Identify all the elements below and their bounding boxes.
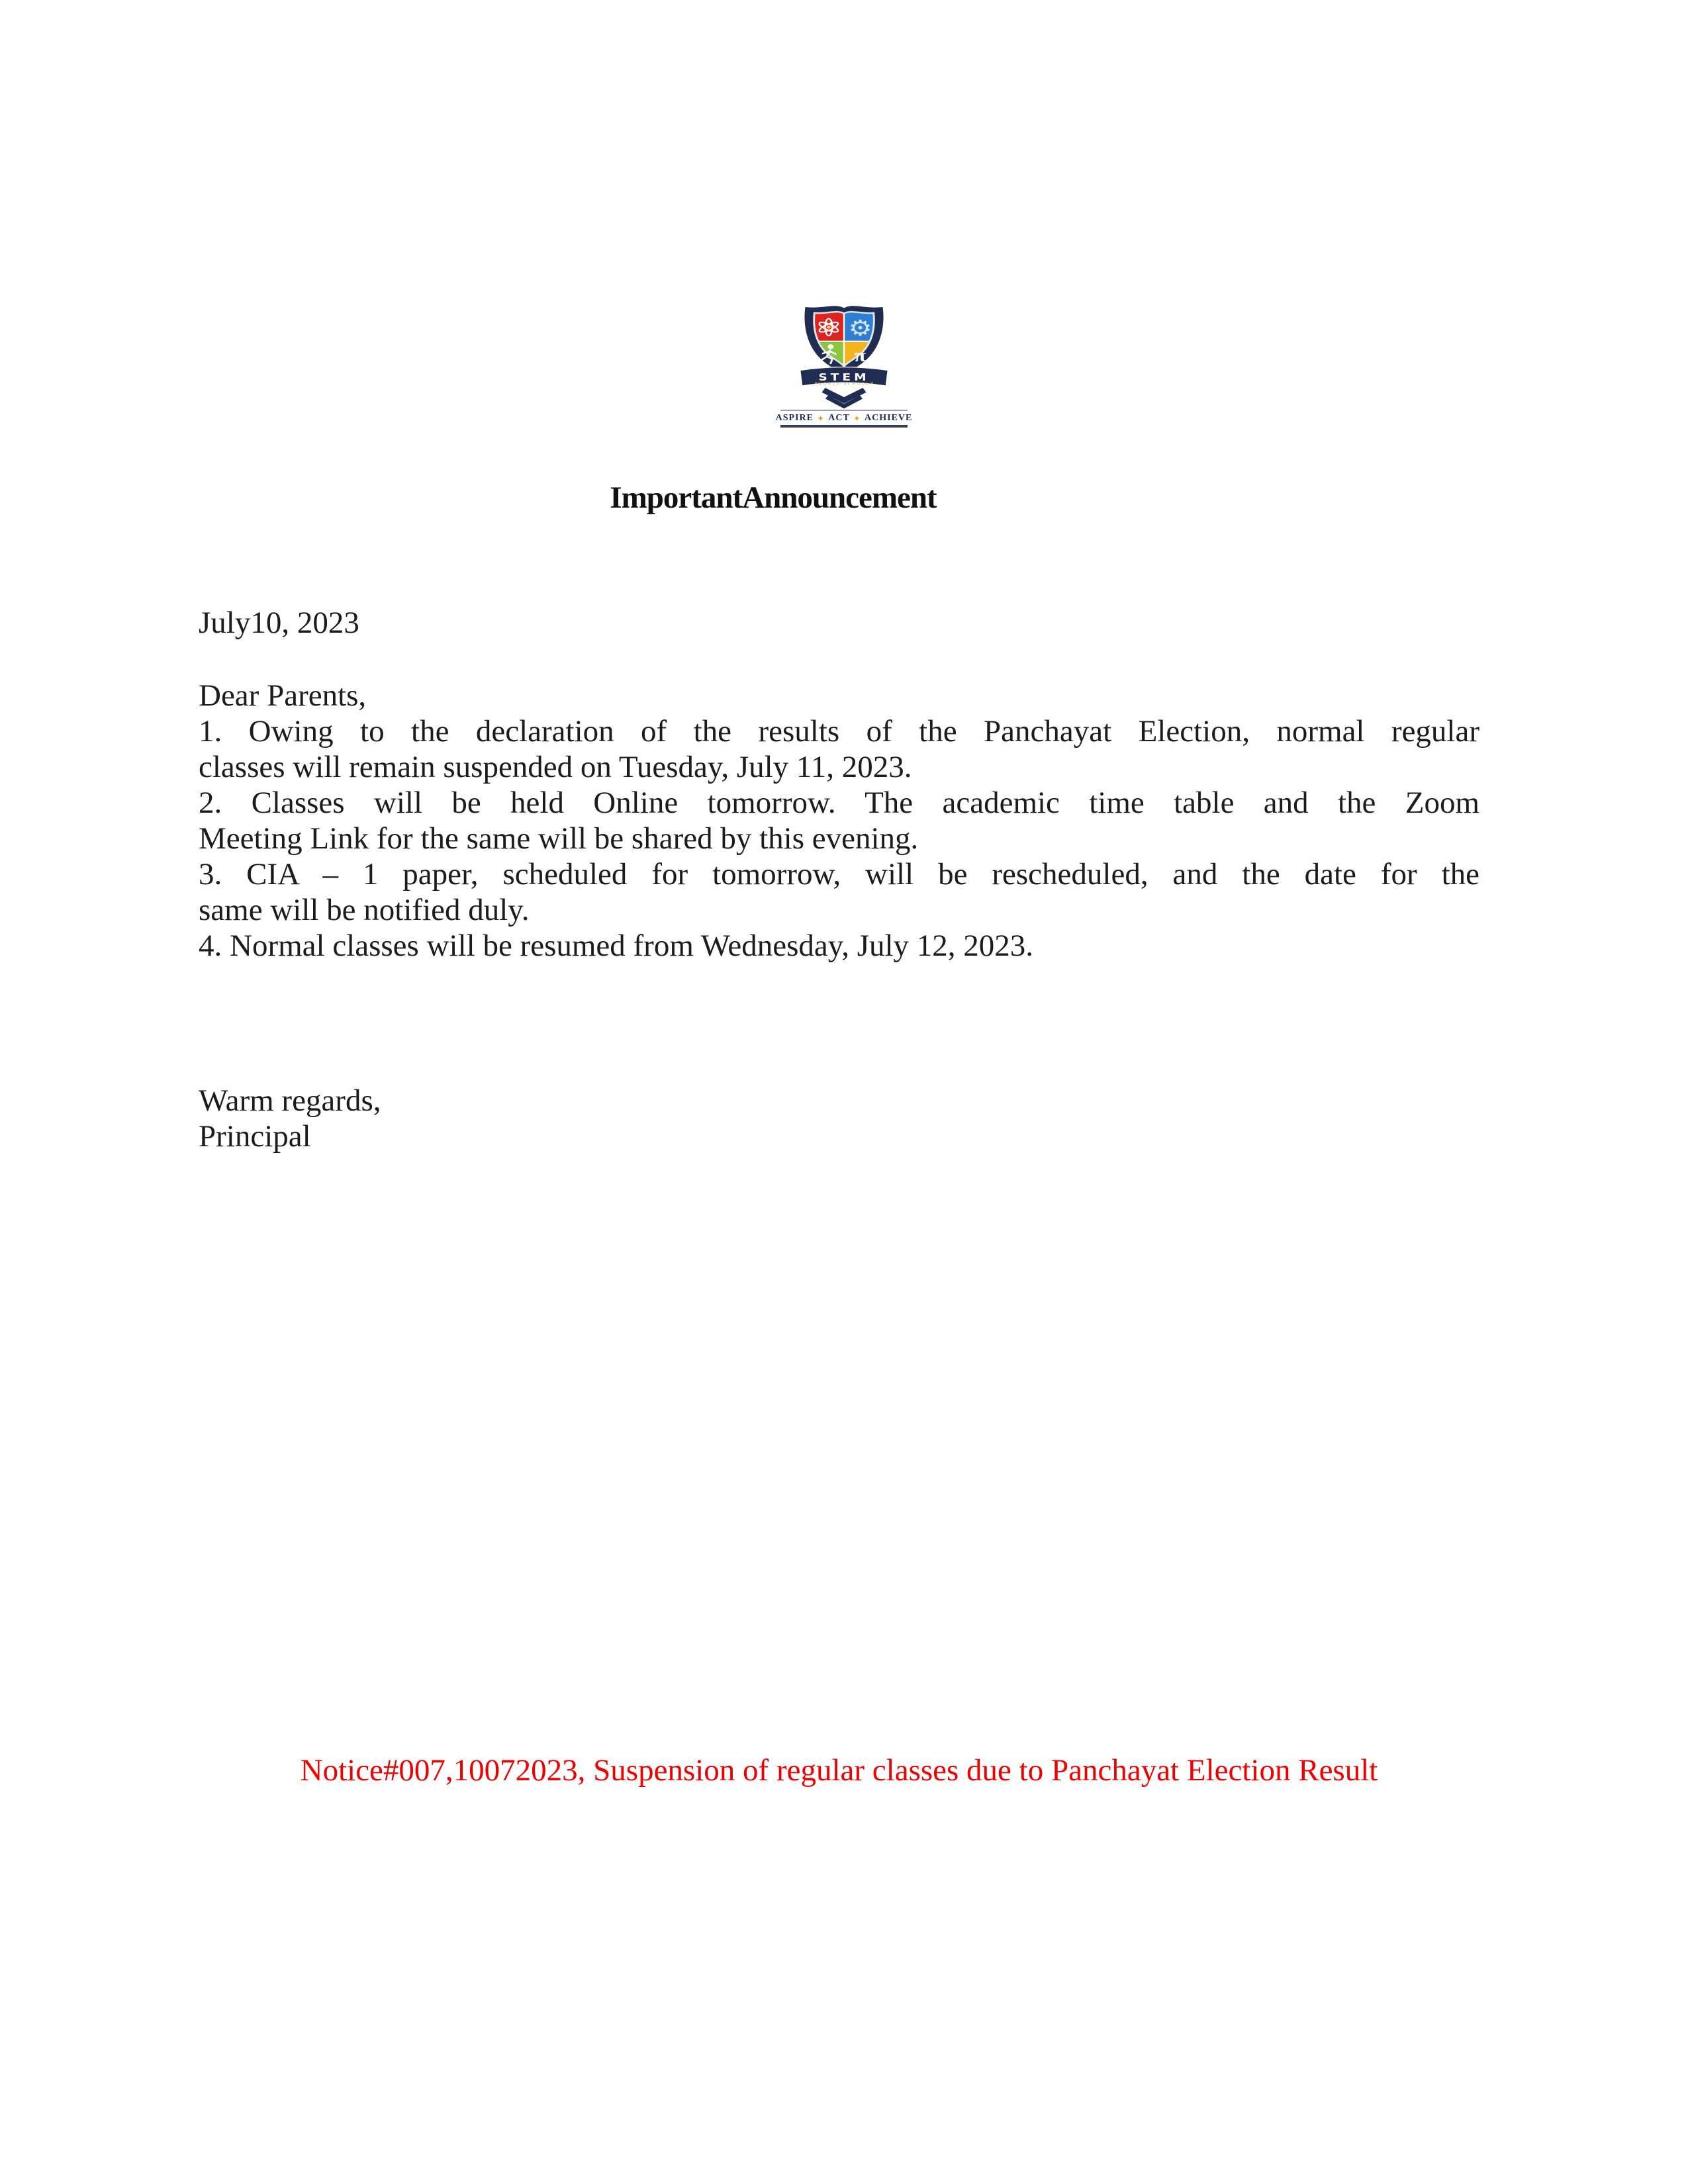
footer-notice: Notice#007,10072023, Suspension of regular classes due to Panchayat Election Result: [300, 1753, 1378, 1788]
salutation: Dear Parents,: [199, 678, 367, 713]
school-subtitle-text: WORLD SCHOOL: [818, 382, 870, 387]
letter-date: July10, 2023: [199, 606, 359, 640]
letter-item-line: 3. CIA – 1 paper, scheduled for tomorrow, will be rescheduled, and the date for the: [199, 857, 1479, 891]
letter-item: [199, 856, 1479, 928]
letter-item-line: Meeting Link for the same will be shared by this evening.: [199, 821, 919, 856]
school-name-text: STEM: [818, 371, 870, 384]
letter-item-line: 4. Normal classes will be resumed from Wednesday, July 12, 2023.: [199, 929, 1034, 963]
school-logo: [775, 301, 913, 428]
star-icon: ✦: [853, 414, 861, 423]
letter-item: [199, 785, 1479, 856]
letter-item: [199, 928, 1479, 964]
letter-item-line: classes will remain suspended on Tuesday, July 11, 2023.: [199, 750, 912, 784]
school-motto: [775, 410, 913, 428]
signature: Principal: [199, 1119, 311, 1154]
crest-shield-icon: [787, 301, 901, 408]
pi-icon: π: [854, 346, 866, 366]
motto-word: ASPIRE: [775, 413, 814, 423]
page-title: ImportantAnnouncement: [610, 480, 937, 515]
letter-item: [199, 713, 1479, 785]
letter-item-line: same will be notified duly.: [199, 893, 530, 927]
closing: Warm regards,: [199, 1083, 381, 1118]
letter-item-line: 2. Classes will be held Online tomorrow. The academic time table and the Zoom: [199, 786, 1479, 820]
letter-body: [199, 605, 1479, 1154]
gear-icon: ⚙: [848, 315, 872, 341]
motto-word: ACHIEVE: [865, 413, 913, 423]
letter-item-line: 1. Owing to the declaration of the results of the Panchayat Election, normal regular: [199, 714, 1479, 749]
star-icon: ✦: [818, 414, 825, 423]
motto-word: ACT: [828, 413, 850, 423]
